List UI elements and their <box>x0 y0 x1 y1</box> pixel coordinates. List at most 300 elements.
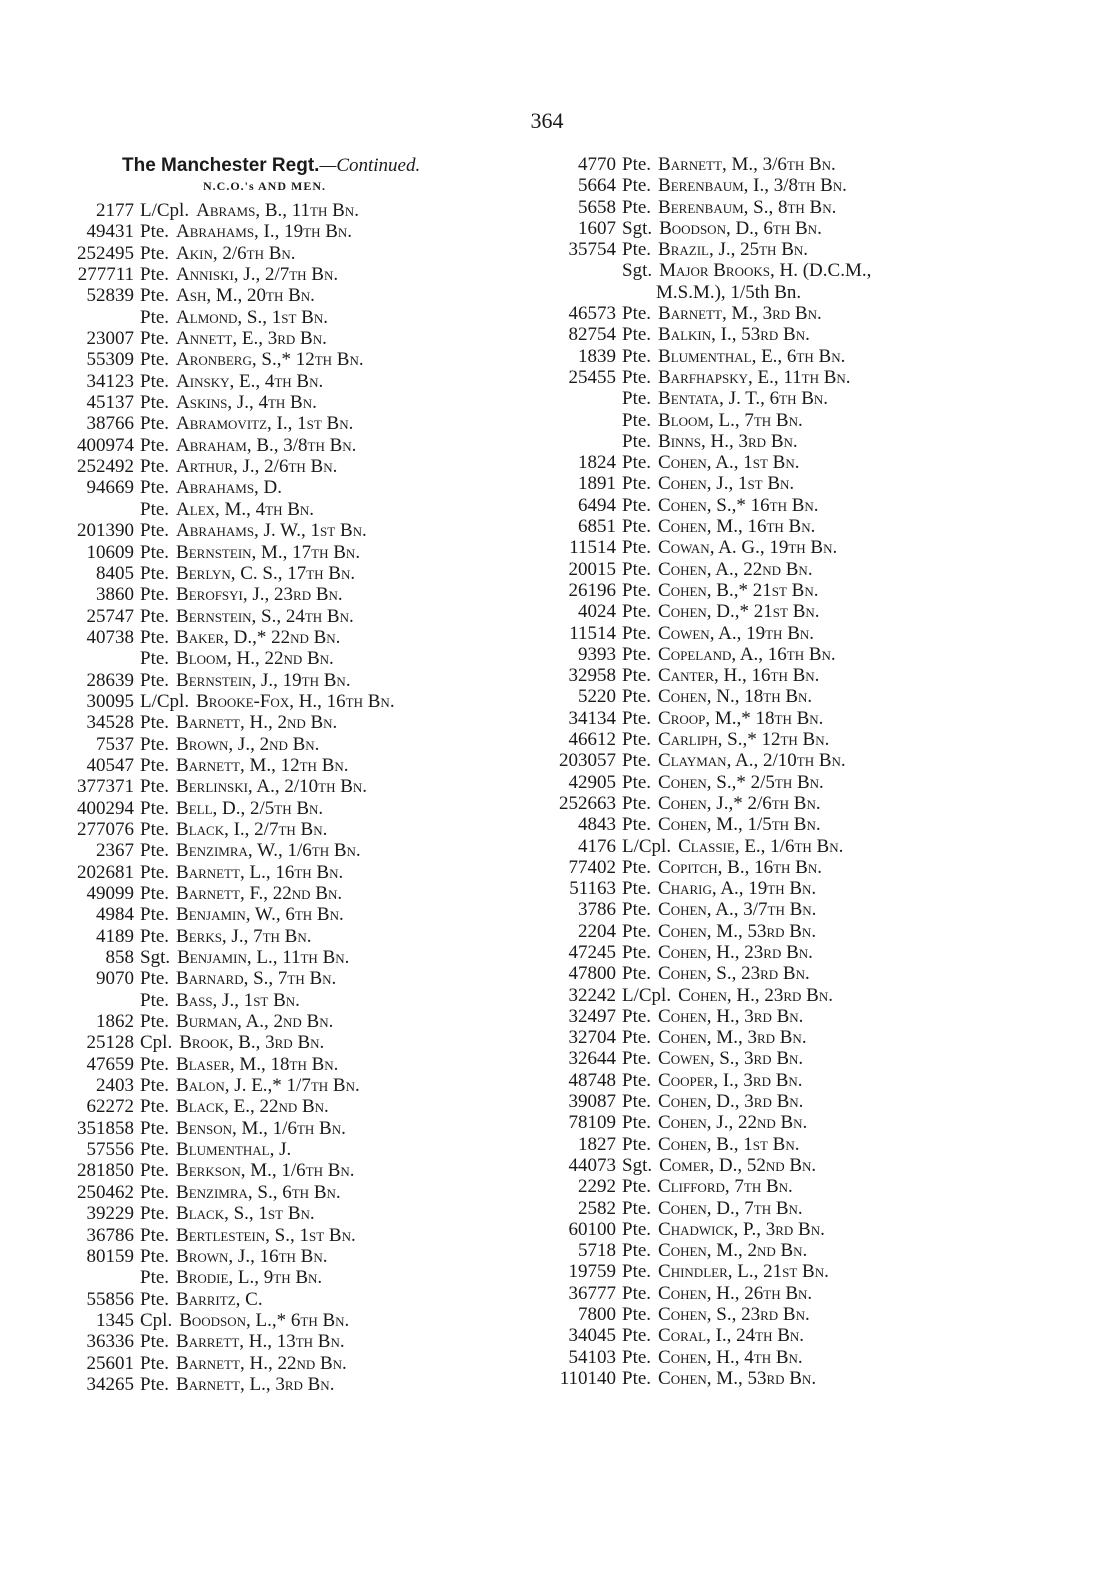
soldier-name: Barnett, L., 16th Bn. <box>176 861 344 883</box>
roll-entry <box>50 1075 540 1096</box>
roll-entry <box>548 1368 1088 1389</box>
rank: Pte. <box>140 1117 170 1139</box>
rank: Pte. <box>140 520 170 542</box>
roll-entry <box>50 776 540 797</box>
rank: Pte. <box>140 456 170 478</box>
roll-entry <box>50 990 540 1011</box>
roll-entry <box>548 346 1088 367</box>
service-number: 48748 <box>568 1069 616 1091</box>
soldier-name: Chadwick, P., 3rd Bn. <box>658 1218 825 1240</box>
rank: Pte. <box>140 1245 170 1267</box>
rank: Pte. <box>622 1176 652 1198</box>
roll-entry <box>548 580 1088 601</box>
rank: Pte. <box>140 306 170 328</box>
service-number: 54103 <box>568 1346 616 1368</box>
roll-entry <box>548 836 1088 857</box>
service-number: 2292 <box>578 1176 616 1198</box>
roll-entry <box>548 1176 1088 1197</box>
rank: Pte. <box>140 989 170 1011</box>
service-number: 6851 <box>578 516 616 538</box>
rank: Pte. <box>140 562 170 584</box>
rank: Pte. <box>622 792 652 814</box>
service-number: 36777 <box>568 1282 616 1304</box>
roll-entry <box>548 1070 1088 1091</box>
roll-entry <box>548 367 1088 388</box>
roll-entry <box>548 1112 1088 1133</box>
rank: Pte. <box>622 430 652 452</box>
roll-entry <box>50 1225 540 1246</box>
service-number: 858 <box>105 947 134 969</box>
soldier-name: Cohen, D., 3rd Bn. <box>658 1091 804 1113</box>
soldier-name: Abrahams, J. W., 1st Bn. <box>176 520 367 542</box>
soldier-name: Brazil, J., 25th Bn. <box>658 239 809 261</box>
service-number: 40738 <box>86 626 134 648</box>
rank: Pte. <box>140 1096 170 1118</box>
rank: Pte. <box>140 1352 170 1374</box>
service-number: 20015 <box>568 558 616 580</box>
service-number: 277711 <box>77 264 134 286</box>
rank: Pte. <box>140 754 170 776</box>
roll-entry <box>548 729 1088 750</box>
rank: Pte. <box>140 840 170 862</box>
roll-entry <box>548 921 1088 942</box>
soldier-name: Binns, H., 3rd Bn. <box>658 430 798 452</box>
service-number: 252492 <box>77 456 134 478</box>
rank: Pte. <box>622 175 652 197</box>
service-number: 1839 <box>578 345 616 367</box>
soldier-name: M.S.M.), 1/5th Bn. <box>656 281 802 303</box>
soldier-name: Bell, D., 2/5th Bn. <box>176 797 324 819</box>
service-number: 400294 <box>77 797 134 819</box>
soldier-name: Berlinski, A., 2/10th Bn. <box>176 776 368 798</box>
rank: Pte. <box>140 264 170 286</box>
service-number: 5220 <box>578 686 616 708</box>
rank: Pte. <box>622 345 652 367</box>
roll-entry <box>548 452 1088 473</box>
soldier-name: Brown, J., 2nd Bn. <box>176 733 320 755</box>
soldier-name: Benjamin, W., 6th Bn. <box>176 904 344 926</box>
service-number: 4189 <box>96 925 134 947</box>
soldier-name: Almond, S., 1st Bn. <box>176 306 328 328</box>
soldier-name: Cohen, J., 22nd Bn. <box>658 1112 808 1134</box>
rank: Pte. <box>140 1075 170 1097</box>
rank: Pte. <box>622 1027 652 1049</box>
roll-entry <box>50 691 540 712</box>
soldier-name: Charig, A., 19th Bn. <box>658 878 817 900</box>
roll-entry <box>50 1182 540 1203</box>
roll-entry <box>50 883 540 904</box>
soldier-name: Akin, 2/6th Bn. <box>176 242 296 264</box>
service-number: 26196 <box>568 579 616 601</box>
rank: Pte. <box>622 579 652 601</box>
roll-entry <box>50 243 540 264</box>
soldier-name: Bernstein, J., 19th Bn. <box>176 669 351 691</box>
roll-entry <box>548 1304 1088 1325</box>
soldier-name: Balon, J. E.,* 1/7th Bn. <box>176 1075 360 1097</box>
roll-entry <box>50 392 540 413</box>
soldier-name: Benzimra, S., 6th Bn. <box>176 1181 341 1203</box>
rank: Pte. <box>140 904 170 926</box>
soldier-name: Canter, H., 16th Bn. <box>658 665 820 687</box>
roll-entry <box>50 1011 540 1032</box>
service-number: 4176 <box>578 835 616 857</box>
left-column <box>50 154 540 1395</box>
service-number: 32242 <box>568 984 616 1006</box>
soldier-name: Benson, M., 1/6th Bn. <box>176 1117 346 1139</box>
roll-entry <box>50 1289 540 1310</box>
rank: Pte. <box>622 154 652 175</box>
roll-entry <box>548 1027 1088 1048</box>
service-number: 277076 <box>77 818 134 840</box>
rank: Pte. <box>622 516 652 538</box>
service-number: 39087 <box>568 1091 616 1113</box>
roll-entry <box>50 328 540 349</box>
rank: Pte. <box>140 370 170 392</box>
service-number: 5718 <box>578 1240 616 1262</box>
soldier-name: Coral, I., 24th Bn. <box>658 1325 805 1347</box>
roll-entry <box>548 665 1088 686</box>
rank: Pte. <box>622 1261 652 1283</box>
soldier-name: Bertlestein, S., 1st Bn. <box>176 1224 356 1246</box>
soldier-name: Annett, E., 3rd Bn. <box>176 328 327 350</box>
service-number: 4984 <box>96 904 134 926</box>
rank: Pte. <box>622 941 652 963</box>
roll-entry <box>548 516 1088 537</box>
service-number: 23007 <box>86 328 134 350</box>
soldier-name: Cohen, A., 1st Bn. <box>658 452 800 474</box>
service-number: 1891 <box>578 473 616 495</box>
soldier-name: Cohen, M., 53rd Bn. <box>658 920 817 942</box>
service-number: 25128 <box>86 1032 134 1054</box>
roll-entry <box>548 1006 1088 1027</box>
rank: Pte. <box>622 1112 652 1134</box>
soldier-name: Cohen, A., 3/7th Bn. <box>658 899 817 921</box>
rank: Pte. <box>140 861 170 883</box>
roll-entry <box>50 307 540 328</box>
service-number: 55309 <box>86 349 134 371</box>
soldier-name: Boodson, L.,* 6th Bn. <box>179 1309 350 1331</box>
soldier-name: Blaser, M., 18th Bn. <box>176 1053 339 1075</box>
service-number: 47245 <box>568 941 616 963</box>
roll-entry <box>548 473 1088 494</box>
soldier-name: Cowen, S., 3rd Bn. <box>658 1048 804 1070</box>
rank: Pte. <box>140 392 170 414</box>
roll-entry <box>50 904 540 925</box>
roll-entry <box>50 371 540 392</box>
service-number: 281850 <box>77 1160 134 1182</box>
soldier-name: Ainsky, E., 4th Bn. <box>176 370 324 392</box>
service-number: 2204 <box>578 920 616 942</box>
service-number: 3786 <box>578 899 616 921</box>
roll-entry <box>50 520 540 541</box>
service-number: 4024 <box>578 601 616 623</box>
roll-entry <box>50 435 540 456</box>
roll-entry <box>548 410 1088 431</box>
service-number: 78109 <box>568 1112 616 1134</box>
soldier-name: Cohen, S., 23rd Bn. <box>658 963 810 985</box>
service-number: 28639 <box>86 669 134 691</box>
rank: Pte. <box>140 712 170 734</box>
soldier-name: Alex, M., 4th Bn. <box>176 498 315 520</box>
rank: Pte. <box>622 1048 652 1070</box>
service-number: 9070 <box>96 968 134 990</box>
roll-entry <box>548 282 1088 303</box>
roll-entry <box>50 1246 540 1267</box>
service-number: 36336 <box>86 1331 134 1353</box>
roll-entry <box>548 1134 1088 1155</box>
rank: Pte. <box>140 626 170 648</box>
service-number: 47659 <box>86 1053 134 1075</box>
service-number: 201390 <box>77 520 134 542</box>
roll-entry <box>548 1155 1088 1176</box>
roll-entry <box>50 840 540 861</box>
service-number: 2582 <box>578 1197 616 1219</box>
service-number: 46612 <box>568 729 616 751</box>
soldier-name: Croop, M.,* 18th Bn. <box>658 707 824 729</box>
soldier-name: Burman, A., 2nd Bn. <box>176 1011 334 1033</box>
roll-entry <box>548 772 1088 793</box>
rank: Pte. <box>140 1373 170 1395</box>
roll-entry <box>548 239 1088 260</box>
service-number: 34123 <box>86 370 134 392</box>
roll-entry <box>50 670 540 691</box>
rank: Pte. <box>140 648 170 670</box>
roll-entry <box>50 1203 540 1224</box>
roll-entry <box>548 197 1088 218</box>
soldier-name: Classie, E., 1/6th Bn. <box>678 835 844 857</box>
roll-entry <box>50 734 540 755</box>
rank: Pte. <box>140 541 170 563</box>
rank: Pte. <box>622 1282 652 1304</box>
roll-entry <box>50 926 540 947</box>
soldier-name: Abramovitz, I., 1st Bn. <box>176 413 354 435</box>
rank: Pte. <box>622 494 652 516</box>
service-number: 39229 <box>86 1203 134 1225</box>
rank: Pte. <box>622 856 652 878</box>
rank: Cpl. <box>140 1032 173 1054</box>
service-number: 3860 <box>96 584 134 606</box>
soldier-name: Barnett, F., 22nd Bn. <box>176 883 343 904</box>
rank: Pte. <box>140 1011 170 1033</box>
soldier-name: Cohen, H., 26th Bn. <box>658 1282 813 1304</box>
rank: Pte. <box>622 963 652 985</box>
soldier-name: Cohen, S.,* 16th Bn. <box>658 494 819 516</box>
soldier-name: Berofsyi, J., 23rd Bn. <box>176 584 343 606</box>
roll-entry <box>548 814 1088 835</box>
service-number: 2177 <box>96 200 134 221</box>
rank: Pte. <box>140 1224 170 1246</box>
service-number: 46573 <box>568 303 616 325</box>
rank: Pte. <box>622 665 652 687</box>
service-number: 80159 <box>86 1245 134 1267</box>
soldier-name: Cohen, M., 16th Bn. <box>658 516 816 538</box>
rank: Pte. <box>622 1069 652 1091</box>
rank: Pte. <box>622 473 652 495</box>
soldier-name: Cohen, D., 7th Bn. <box>658 1197 803 1219</box>
roll-entry <box>50 862 540 883</box>
rank: L/Cpl. <box>140 200 190 221</box>
rank: Pte. <box>140 477 170 499</box>
rank: Pte. <box>140 221 170 243</box>
service-number: 40547 <box>86 754 134 776</box>
soldier-name: Black, S., 1st Bn. <box>176 1203 315 1225</box>
service-number: 110140 <box>559 1367 616 1389</box>
service-number: 19759 <box>568 1261 616 1283</box>
soldier-name: Berkson, M., 1/6th Bn. <box>176 1160 355 1182</box>
roll-entry <box>50 499 540 520</box>
soldier-name: Brooke-Fox, H., 16th Bn. <box>196 690 395 712</box>
soldier-name: Cohen, S.,* 2/5th Bn. <box>658 771 824 793</box>
service-number: 60100 <box>568 1218 616 1240</box>
soldier-name: Barnett, M., 12th Bn. <box>176 754 349 776</box>
service-number: 8405 <box>96 562 134 584</box>
soldier-name: Arthur, J., 2/6th Bn. <box>176 456 338 478</box>
rank: Pte. <box>622 1091 652 1113</box>
roll-entry <box>548 985 1088 1006</box>
roll-entry <box>548 154 1088 175</box>
rank: Sgt. <box>622 217 653 239</box>
right-column <box>548 154 1088 1389</box>
roll-entry <box>548 537 1088 558</box>
service-number: 47800 <box>568 963 616 985</box>
service-number: 94669 <box>86 477 134 499</box>
soldier-name: Barnett, H., 22nd Bn. <box>176 1352 347 1374</box>
rank: Pte. <box>140 349 170 371</box>
roll-entry <box>548 857 1088 878</box>
roll-entry <box>50 413 540 434</box>
soldier-name: Cohen, H., 23rd Bn. <box>658 941 813 963</box>
rank: Pte. <box>140 1331 170 1353</box>
service-number: 6494 <box>578 494 616 516</box>
service-number: 351858 <box>77 1117 134 1139</box>
roll-entry <box>50 1032 540 1053</box>
roll-entry <box>50 264 540 285</box>
rank: L/Cpl. <box>140 690 190 712</box>
roll-entry <box>548 708 1088 729</box>
soldier-name: Comer, D., 52nd Bn. <box>659 1154 817 1176</box>
rank: Pte. <box>622 1133 652 1155</box>
roll-entry <box>548 175 1088 196</box>
rank: Pte. <box>622 452 652 474</box>
roll-entry <box>548 324 1088 345</box>
service-number: 25601 <box>86 1352 134 1374</box>
roll-entry <box>548 899 1088 920</box>
service-number: 1345 <box>96 1309 134 1331</box>
soldier-name: Barritz, C. <box>176 1288 263 1310</box>
rank: Pte. <box>140 1139 170 1161</box>
roll-entry <box>548 963 1088 984</box>
soldier-name: Boodson, D., 6th Bn. <box>659 217 822 239</box>
soldier-name: Cohen, M., 1/5th Bn. <box>658 814 821 836</box>
roll-entry <box>50 755 540 776</box>
soldier-name: Bernstein, M., 17th Bn. <box>176 541 361 563</box>
soldier-name: Cowan, A. G., 19th Bn. <box>658 537 838 559</box>
roll-entry <box>548 601 1088 622</box>
roll-entry <box>50 563 540 584</box>
roll-entry <box>50 1118 540 1139</box>
soldier-name: Barnett, M., 3/6th Bn. <box>658 154 836 175</box>
soldier-name: Barrett, H., 13th Bn. <box>176 1331 345 1353</box>
rank: Pte. <box>622 537 652 559</box>
soldier-name: Abrahams, I., 19th Bn. <box>176 221 353 243</box>
rank: Pte. <box>622 1367 652 1389</box>
roll-entry <box>50 477 540 498</box>
soldier-name: Bass, J., 1st Bn. <box>176 989 300 1011</box>
roll-entry <box>50 1353 540 1374</box>
rank: Pte. <box>622 409 652 431</box>
roll-entry <box>548 750 1088 771</box>
rank: Pte. <box>140 605 170 627</box>
soldier-name: Brodie, L., 9th Bn. <box>176 1267 323 1289</box>
service-number: 5664 <box>578 175 616 197</box>
rank: Sgt. <box>622 1154 653 1176</box>
roll-entry <box>548 686 1088 707</box>
roll-entry <box>50 1054 540 1075</box>
roll-entry <box>50 584 540 605</box>
service-number: 4770 <box>578 154 616 175</box>
rank: Pte. <box>622 303 652 325</box>
page-number: 364 <box>530 108 564 133</box>
service-number: 34045 <box>568 1325 616 1347</box>
soldier-name: Copitch, B., 16th Bn. <box>658 856 822 878</box>
rank: Pte. <box>622 388 652 410</box>
service-number: 49099 <box>86 883 134 904</box>
rank: Pte. <box>140 1203 170 1225</box>
roll-entry <box>548 1347 1088 1368</box>
rank: Pte. <box>622 814 652 836</box>
service-number: 11514 <box>569 622 616 644</box>
rank: Pte. <box>140 584 170 606</box>
soldier-name: Copeland, A., 16th Bn. <box>658 643 836 665</box>
roll-entry <box>548 1240 1088 1261</box>
soldier-name: Cohen, H., 4th Bn. <box>658 1346 803 1368</box>
service-number: 82754 <box>568 324 616 346</box>
rank: Pte. <box>140 883 170 904</box>
rank: Pte. <box>622 1304 652 1326</box>
service-number: 2367 <box>96 840 134 862</box>
rank: Pte. <box>622 750 652 772</box>
soldier-name: Clayman, A., 2/10th Bn. <box>658 750 846 772</box>
soldier-name: Berlyn, C. S., 17th Bn. <box>176 562 356 584</box>
soldier-name: Cohen, N., 18th Bn. <box>658 686 813 708</box>
rank: Pte. <box>622 1325 652 1347</box>
roll-entry <box>548 260 1088 281</box>
rank: Pte. <box>140 434 170 456</box>
soldier-name: Ash, M., 20th Bn. <box>176 285 315 307</box>
soldier-name: Anniski, J., 2/7th Bn. <box>176 264 339 286</box>
service-number: 5658 <box>578 196 616 218</box>
rank: Cpl. <box>140 1309 173 1331</box>
service-number: 38766 <box>86 413 134 435</box>
rank: Pte. <box>622 1197 652 1219</box>
service-number: 49431 <box>86 221 134 243</box>
roll-entry <box>548 1325 1088 1346</box>
rank: Pte. <box>140 498 170 520</box>
service-number: 34134 <box>568 707 616 729</box>
roll-entry <box>548 644 1088 665</box>
rank: Pte. <box>622 196 652 218</box>
soldier-name: Carliph, S.,* 12th Bn. <box>658 729 830 751</box>
service-number: 62272 <box>86 1096 134 1118</box>
roll-entry <box>50 968 540 989</box>
soldier-name: Black, I., 2/7th Bn. <box>176 818 328 840</box>
soldier-name: Berenbaum, S., 8th Bn. <box>658 196 837 218</box>
roll-list-left <box>50 200 540 1395</box>
service-number: 45137 <box>86 392 134 414</box>
service-number: 377371 <box>77 776 134 798</box>
soldier-name: Cohen, M., 3rd Bn. <box>658 1027 807 1049</box>
roll-entry <box>548 559 1088 580</box>
